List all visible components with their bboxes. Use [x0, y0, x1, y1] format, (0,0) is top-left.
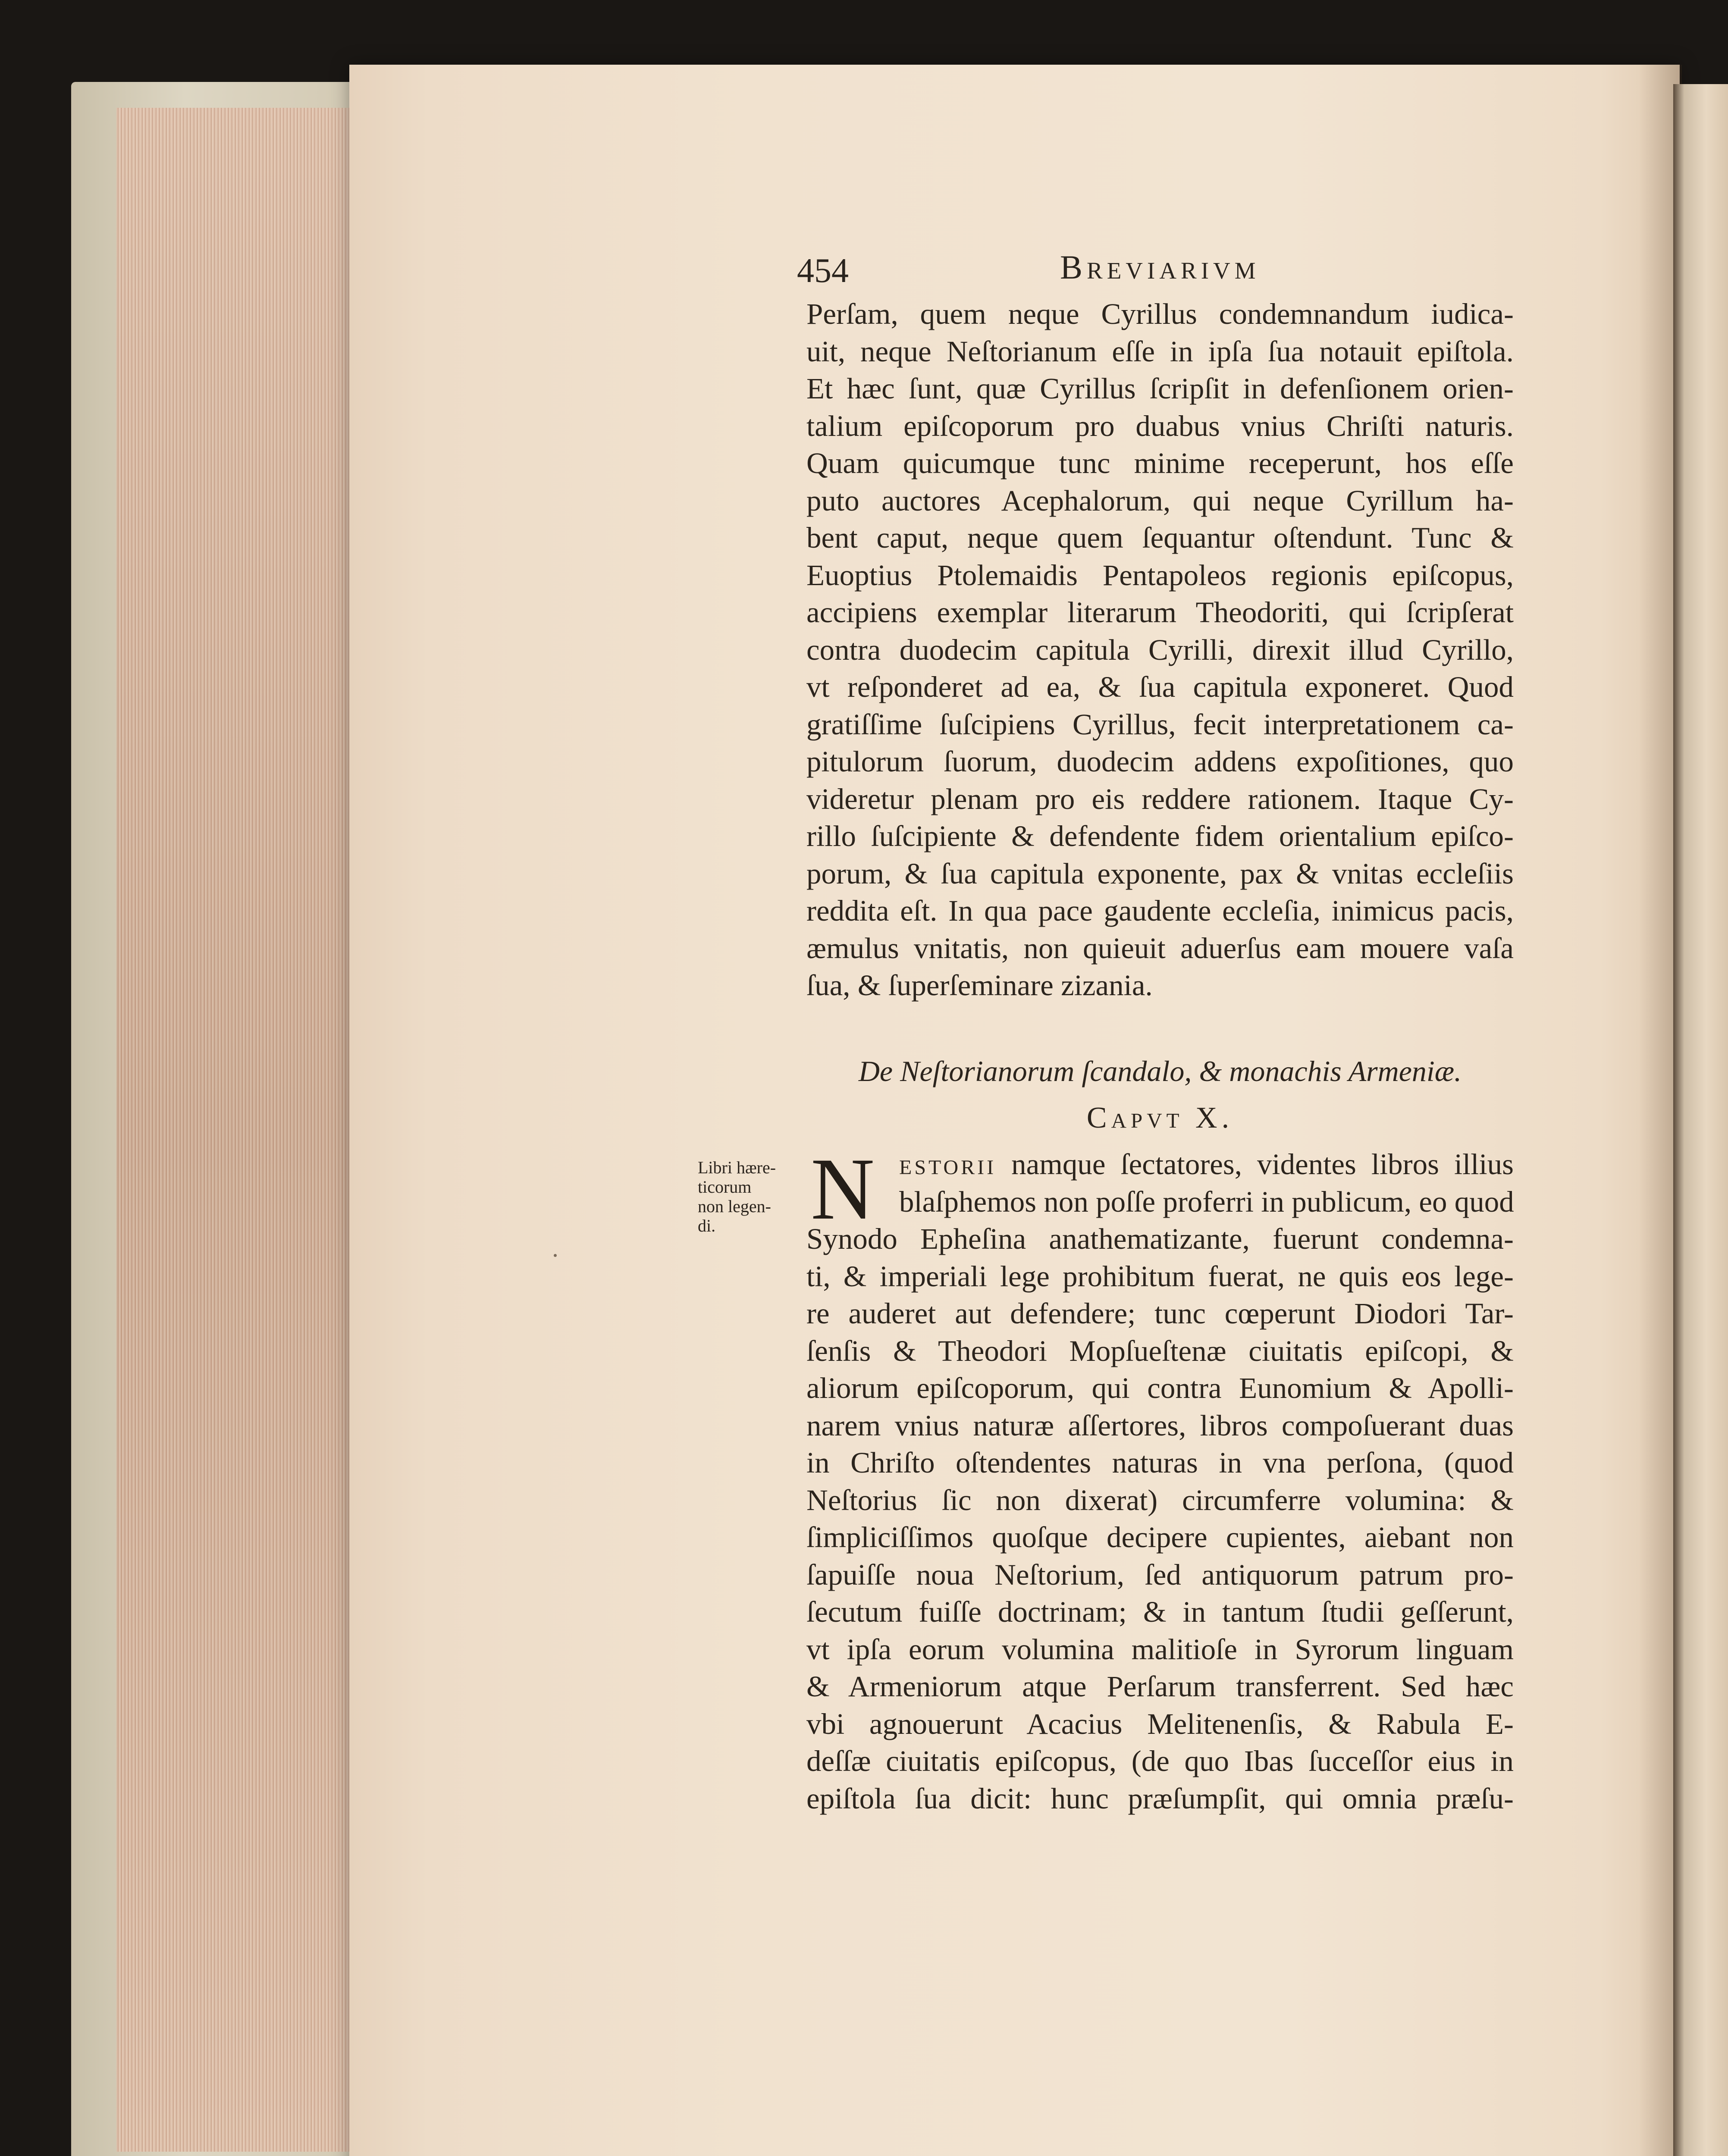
text-line: Perſam, quem neque Cyrillus condemnandum iudica-	[806, 298, 1514, 330]
text-line: vt ipſa eorum volumina malitioſe in Syrorum linguam	[806, 1633, 1514, 1666]
marginal-note	[698, 1158, 793, 1235]
text-line: rillo ſuſcipiente & defendente fidem orientalium epiſco-	[806, 820, 1514, 852]
text-line: ſenſis & Theodori Mopſueſtenæ ciuitatis epiſcopi, &	[806, 1334, 1514, 1367]
text-line: in Chriſto oſtendentes naturas in vna perſona, (quod	[806, 1446, 1514, 1479]
marginal-note-line: di.	[698, 1216, 716, 1235]
text-line: narem vnius naturæ aſſertores, libros compoſuerant duas	[806, 1409, 1514, 1442]
text-line	[899, 1146, 1514, 1183]
text-line: ſimpliciſſimos quoſque decipere cupientes, aiebant non	[806, 1521, 1514, 1554]
chapter-title: De Neſtorianorum ſcandalo, & monachis Armeniæ.	[858, 1055, 1462, 1087]
running-head	[797, 248, 1530, 295]
paragraph-2	[806, 1220, 1514, 1817]
text-line: pitulorum ſuorum, duodecim addens expoſitiones, quo	[806, 745, 1514, 778]
text-line: Neſtorius ſic non dixerat) circumferre volumina: &	[806, 1483, 1514, 1517]
text-line: gratiſſime ſuſcipiens Cyrillus, fecit interpretationem ca-	[806, 708, 1514, 741]
running-title: Breviarivm	[1060, 248, 1260, 286]
text-line: porum, & ſua capitula exponente, pax & vnitas eccleſiis	[806, 857, 1514, 890]
text-line: ſua, & ſuperſeminare zizania.	[806, 969, 1153, 1002]
text-line: epiſtola ſua dicit: hunc præſumpſit, qui omnia præſu-	[806, 1782, 1514, 1815]
text-line: uit, neque Neſtorianum eſſe in ipſa ſua notauit epiſtola.	[806, 335, 1514, 368]
text-line: talium epiſcoporum pro duabus vnius Chriſti naturis.	[806, 409, 1514, 442]
text-line: vbi agnouerunt Acacius Melitenenſis, & Rabula E-	[806, 1707, 1514, 1740]
text-line: re auderet aut defendere; tunc cœperunt Diodori Tar-	[806, 1297, 1514, 1330]
text-line: ſapuiſſe noua Neſtorium, ſed antiquorum patrum pro-	[806, 1558, 1514, 1591]
page-edges	[116, 108, 354, 2152]
text-line: contra duodecim capitula Cyrilli, direxit illud Cyrillo,	[806, 633, 1514, 666]
text-line: deſſæ ciuitatis epiſcopus, (de quo Ibas ſucceſſor eius in	[806, 1745, 1514, 1777]
text-line: aliorum epiſcoporum, qui contra Eunomium & Apolli-	[806, 1372, 1514, 1404]
text-line: Quam quicumque tunc minime receperunt, hos eſſe	[806, 447, 1514, 479]
text-line: reddita eſt. In qua pace gaudente eccleſia, inimicus pacis,	[806, 894, 1514, 927]
text-line: Synodo Epheſina anathematizante, fuerunt condemna-	[806, 1222, 1514, 1255]
chapter-heading: Capvt X.	[1086, 1101, 1234, 1134]
text-line: æmulus vnitatis, non quieuit aduerſus eam mouere vaſa	[806, 931, 1514, 965]
text-line: vt reſponderet ad ea, & ſua capitula exponeret. Quod	[806, 671, 1514, 703]
page-number: 454	[797, 252, 849, 290]
marginal-note-line: Libri hære-	[698, 1158, 776, 1177]
paragraph-2-lead	[899, 1146, 1514, 1220]
text-line: blaſphemos non poſſe proferri in publicum, eo quod	[899, 1185, 1514, 1218]
text-line: & Armeniorum atque Perſarum transferrent. Sed hæc	[806, 1670, 1514, 1703]
text-line: Euoptius Ptolemaidis Pentapoleos regionis epiſcopus,	[806, 558, 1514, 592]
drop-cap: N	[811, 1140, 875, 1238]
text-line: puto auctores Acephalorum, qui neque Cyrillum ha-	[806, 484, 1514, 517]
paragraph-1	[806, 295, 1514, 1004]
marginal-note-line: non legen-	[698, 1197, 771, 1216]
line-rest: namque ſectatores, videntes libros illius	[996, 1148, 1514, 1181]
text-line: accipiens exemplar literarum Theodoriti, qui ſcripſerat	[806, 596, 1514, 629]
facing-page-edge	[1673, 84, 1728, 2156]
ink-speck	[554, 1254, 557, 1257]
text-line: ſecutum fuiſſe doctrinam; & in tantum ſtudii geſſerunt,	[806, 1595, 1514, 1628]
text-line: bent caput, neque quem ſequantur oſtendunt. Tunc &	[806, 521, 1514, 554]
text-line: videretur plenam pro eis reddere rationem. Itaque Cy-	[806, 782, 1514, 815]
marginal-note-line: ticorum	[698, 1177, 752, 1197]
text-line: Et hæc ſunt, quæ Cyrillus ſcripſit in defenſionem orien-	[806, 372, 1514, 405]
text-line: ti, & imperiali lege prohibitum fuerat, ne quis eos lege-	[806, 1260, 1514, 1293]
opening-word: estorii	[899, 1148, 997, 1181]
